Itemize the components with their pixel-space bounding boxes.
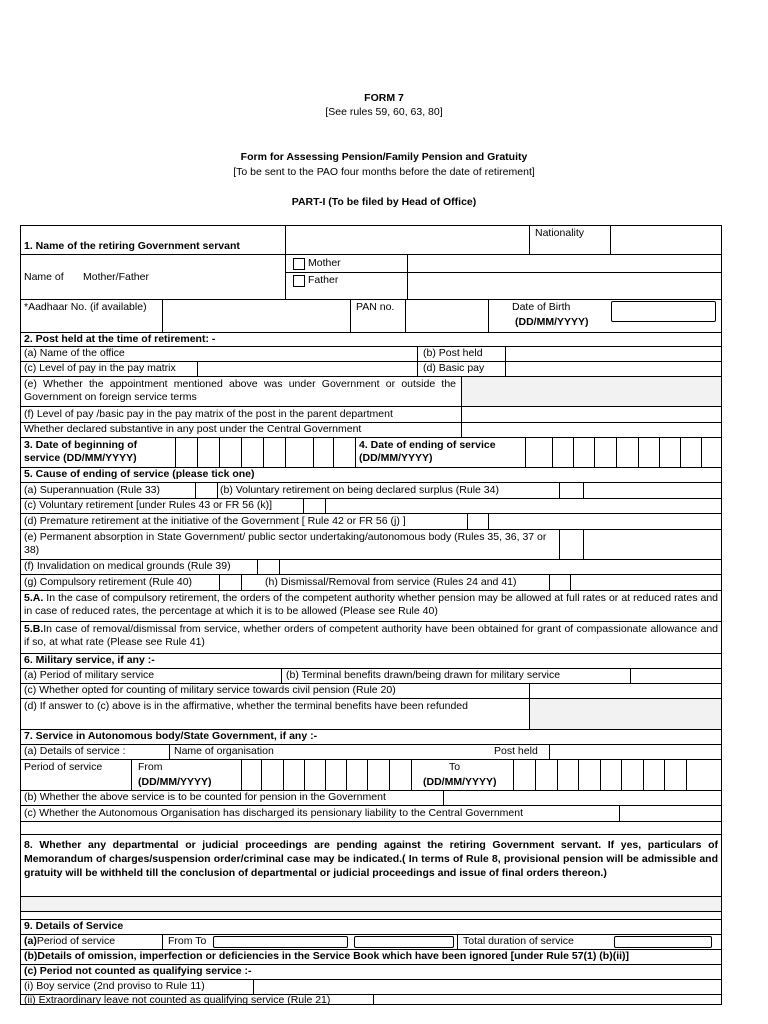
- form-title: Form for Assessing Pension/Family Pension and Gratuity: [240, 151, 528, 163]
- s9-a-label: Period of service: [36, 935, 116, 947]
- s6-b-label: (b) Terminal benefits drawn/being drawn for military service: [286, 669, 561, 681]
- mother-father-label: Mother/Father: [83, 271, 149, 283]
- s7-from-label: From: [138, 761, 163, 773]
- aadhaar-label: *Aadhaar No. (if available): [24, 301, 147, 313]
- s3-label: 3. Date of beginning of service (DD/MM/YYYY): [24, 439, 138, 465]
- row-s6-ab: [21, 669, 721, 684]
- row-s5-e: [21, 530, 721, 560]
- row-s2-c: [21, 362, 721, 377]
- s5b-text: In case of removal/dismissal from service, whether orders of competent authority have been obtained for grant of compassionate allowance and if so, at what rate (Please see Rule 41): [24, 623, 718, 649]
- s5-title: 5. Cause of ending of service (please tick one): [24, 468, 255, 480]
- s9-to-input[interactable]: [354, 936, 454, 948]
- mother-checkbox[interactable]: [293, 258, 305, 270]
- row-s5-gh: [21, 575, 721, 591]
- row-s5-c: [21, 499, 721, 514]
- s5a-lead: 5.A.: [24, 592, 44, 604]
- s5-h-label: (h) Dismissal/Removal from service (Rules 24 and 41): [265, 576, 517, 588]
- s7-to-label: To: [449, 761, 461, 773]
- row-s9-b: [21, 950, 721, 965]
- row-s7-c: [21, 806, 721, 822]
- row-s5-title: [21, 468, 721, 483]
- s7-b-label: (b) Whether the above service is to be counted for pension in the Government: [24, 791, 386, 803]
- s6-title: 6. Military service, if any :-: [24, 654, 155, 666]
- s5a-text: In the case of compulsory retirement, the orders of the competent authority whether pension may be allowed at full rates or at reduced rates and in case of reduced rates, the percentage at which it is to be allowed (Please see Rule 40): [24, 592, 718, 618]
- s6-d-label: (d) If answer to (c) above is in the affirmative, whether the terminal benefits have been refunded: [24, 700, 468, 712]
- row-s3-s4: [21, 438, 721, 468]
- row-s2-title: [21, 333, 721, 347]
- row-s9-title: [21, 920, 721, 935]
- row-s8: [21, 835, 721, 897]
- row-s5-ab: [21, 483, 721, 499]
- s7-to-format: (DD/MM/YYYY): [423, 776, 497, 788]
- father-checkbox[interactable]: [293, 275, 305, 287]
- row-s5-d: [21, 514, 721, 530]
- s9-total-label: Total duration of service: [463, 935, 574, 947]
- row-s9-i: [21, 980, 721, 995]
- s2-title: 2. Post held at the time of retirement: -: [24, 333, 216, 345]
- s7-from-format: (DD/MM/YYYY): [138, 776, 212, 788]
- s2-b-label: (b) Post held: [423, 347, 483, 359]
- name-of-label: Name of: [24, 271, 64, 283]
- s9-title: 9. Details of Service: [24, 920, 124, 932]
- row-s5-f: [21, 560, 721, 575]
- nationality-label: Nationality: [535, 227, 585, 239]
- s2-f-label: (f) Level of pay /basic pay in the pay matrix of the post in the parent department: [24, 408, 393, 420]
- s2-d-label: (d) Basic pay: [423, 362, 485, 374]
- s9-c-label: (c) Period not counted as qualifying service :-: [24, 965, 252, 977]
- row-parent: [21, 255, 721, 300]
- s6-c-label: (c) Whether opted for counting of military service towards civil pension (Rule 20): [24, 684, 396, 696]
- name-label: 1. Name of the retiring Government servant: [24, 240, 240, 252]
- s7-a-label: (a) Details of service :: [24, 745, 126, 757]
- s2-e-label: (e) Whether the appointment mentioned above was under Government or outside the Government on foreign service terms: [24, 378, 456, 404]
- s9-i-label: (i) Boy service (2nd proviso to Rule 11): [24, 980, 205, 992]
- row-s9-c: [21, 965, 721, 980]
- s8-text: 8. Whether any departmental or judicial proceedings are pending against the retiring Government servant. If yes, particulars of Memorandum of charges/suspension order/criminal case may be indicated.( In terms of Rule 8, provisional pension will be admissible and gratuity will be withheld till the conclusion of departmental or judicial proceedings and issue of final orders thereon.): [24, 839, 718, 880]
- dob-input[interactable]: [611, 301, 716, 322]
- row-s7-a: [21, 745, 721, 760]
- s5-f-label: (f) Invalidation on medical grounds (Rule 39): [24, 560, 231, 572]
- s6-a-label: (a) Period of military service: [24, 669, 155, 681]
- s9-ii-label: (ii) Extraordinary leave not counted as qualifying service (Rule 21): [24, 994, 331, 1006]
- row-s5b: [21, 622, 721, 654]
- row-spacer-2: [21, 912, 721, 920]
- dob-label: Date of Birth: [512, 301, 571, 313]
- row-name: [21, 226, 721, 255]
- s7-title: 7. Service in Autonomous body/State Government, if any :-: [24, 730, 318, 742]
- form-rules: [See rules 59, 60, 63, 80]: [325, 106, 443, 118]
- part-title: PART-I (To be filed by Head of Office): [291, 196, 477, 208]
- row-s6-title: [21, 654, 721, 669]
- row-s8-answer: [21, 897, 721, 912]
- row-s7-b: [21, 791, 721, 806]
- row-s2-a: [21, 347, 721, 362]
- s7-period-label: Period of service: [24, 761, 103, 773]
- s4-label: 4. Date of ending of service (DD/MM/YYYY): [359, 439, 496, 465]
- father-label: Father: [308, 274, 339, 286]
- row-s2-e: [21, 377, 721, 407]
- s5b-lead: 5.B.: [24, 623, 44, 635]
- row-s9-ii: [21, 995, 721, 1005]
- s9-from-input[interactable]: [213, 936, 348, 948]
- s5-c-label: (c) Voluntary retirement [under Rules 43 or FR 56 (k)]: [24, 499, 273, 511]
- mother-label: Mother: [308, 257, 341, 269]
- s5-b-label: (b) Voluntary retirement on being declared surplus (Rule 34): [220, 484, 499, 496]
- s2-c-label: (c) Level of pay in the pay matrix: [24, 362, 176, 374]
- s5-g-label: (g) Compulsory retirement (Rule 40): [24, 576, 193, 588]
- s9-a-lead: (a): [24, 935, 37, 947]
- row-id: [21, 300, 721, 333]
- row-s5a: [21, 591, 721, 622]
- s9-b-label: (b)Details of omission, imperfection or deficiencies in the Service Book which have been ignored [under Rule 57(1) (b)(ii)]: [24, 950, 630, 962]
- row-s9-a: [21, 935, 721, 950]
- s5-e-label: (e) Permanent absorption in State Government/ public sector undertaking/autonomous body (Rules 35, 36, 37 or 38): [24, 531, 547, 557]
- row-spacer-1: [21, 822, 721, 835]
- pan-label: PAN no.: [356, 301, 395, 313]
- row-s7-title: [21, 730, 721, 745]
- pension-form-table: [20, 225, 722, 1005]
- row-s2-g: [21, 423, 721, 438]
- s5-d-label: (d) Premature retirement at the initiative of the Government [ Rule 42 or FR 56 (j) ]: [24, 515, 406, 527]
- s7-post-label: Post held: [494, 745, 538, 757]
- s7-c-label: (c) Whether the Autonomous Organisation has discharged its pensionary liability to the Central Government: [24, 807, 524, 819]
- row-s6-c: [21, 684, 721, 699]
- s2-a-label: (a) Name of the office: [24, 347, 125, 359]
- s7-org-label: Name of organisation: [174, 745, 274, 757]
- dob-format: (DD/MM/YYYY): [515, 316, 589, 328]
- row-s7-period: [21, 760, 721, 791]
- row-s6-d: [21, 699, 721, 730]
- s9-total-input[interactable]: [614, 936, 712, 948]
- s2-g-label: Whether declared substantive in any post under the Central Government: [24, 423, 362, 435]
- form-subtitle: [To be sent to the PAO four months before the date of retirement]: [233, 166, 535, 178]
- s5-a-label: (a) Superannuation (Rule 33): [24, 484, 160, 496]
- form-number: FORM 7: [364, 92, 404, 104]
- row-s2-f: [21, 407, 721, 423]
- s9-fromto-label: From To: [168, 935, 207, 947]
